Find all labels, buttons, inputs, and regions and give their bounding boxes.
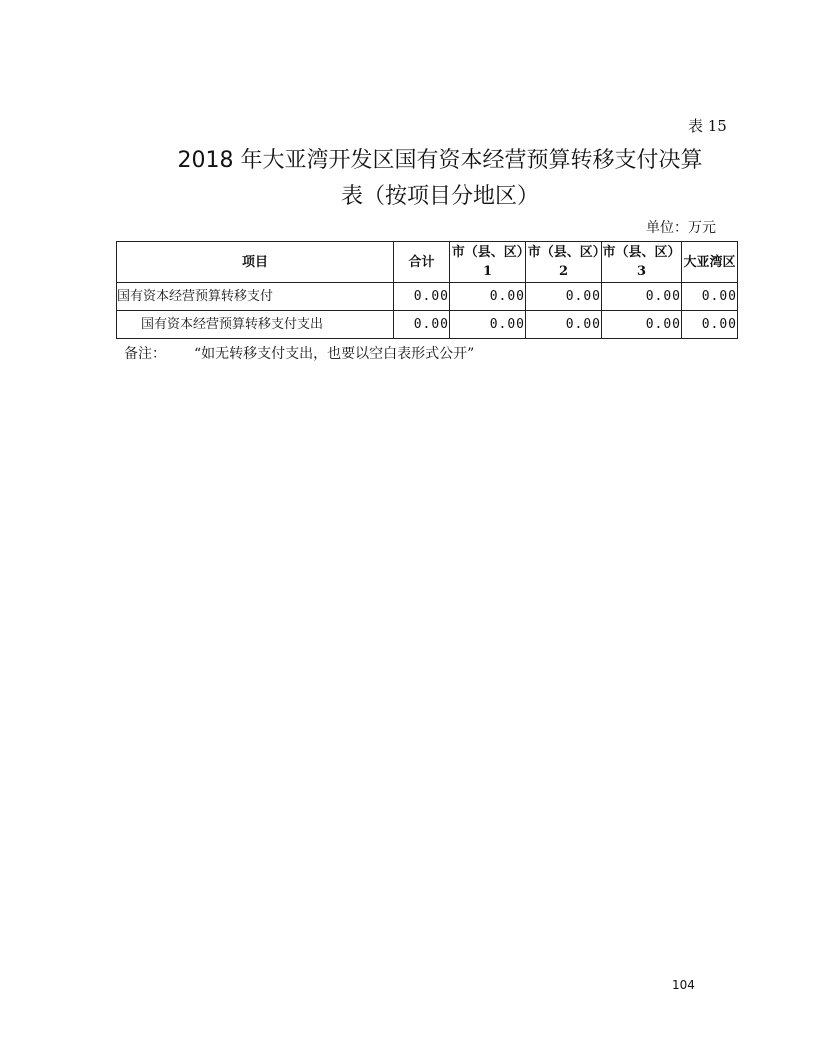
- cell-city-1: 0.00: [450, 311, 526, 339]
- cell-dayawan: 0.00: [682, 283, 738, 311]
- title-line-2: 表（按项目分地区）: [340, 184, 539, 209]
- cell-city-3: 0.00: [602, 283, 682, 311]
- row-item: 国有资本经营预算转移支付支出: [117, 311, 394, 339]
- table-header-row: [117, 242, 738, 283]
- header-item: 项目: [117, 242, 394, 283]
- header-city-1: 市（县、区）1: [450, 242, 526, 283]
- remarks: [124, 343, 474, 363]
- table-row: [117, 311, 738, 339]
- row-item: 国有资本经营预算转移支付: [117, 283, 394, 311]
- cell-city-2: 0.00: [526, 283, 602, 311]
- header-dayawan: 大亚湾区: [682, 242, 738, 283]
- cell-dayawan: 0.00: [682, 311, 738, 339]
- header-total: 合计: [394, 242, 450, 283]
- remarks-label: 备注：: [124, 346, 166, 362]
- header-city-2: 市（县、区）2: [526, 242, 602, 283]
- page-title: [100, 143, 780, 215]
- remarks-text: “如无转移支付支出，也要以空白表形式公开”: [194, 346, 475, 362]
- cell-city-2: 0.00: [526, 311, 602, 339]
- header-city-3: 市（县、区）3: [602, 242, 682, 283]
- page-number: 104: [672, 978, 695, 992]
- cell-total: 0.00: [394, 283, 450, 311]
- table-number: 表 15: [688, 117, 727, 135]
- cell-city-1: 0.00: [450, 283, 526, 311]
- title-line-1: 2018 年大亚湾开发区国有资本经营预算转移支付决算: [177, 148, 703, 173]
- budget-table: [116, 241, 738, 339]
- cell-city-3: 0.00: [602, 311, 682, 339]
- cell-total: 0.00: [394, 311, 450, 339]
- unit-label: 单位：万元: [646, 220, 716, 236]
- table-row: [117, 283, 738, 311]
